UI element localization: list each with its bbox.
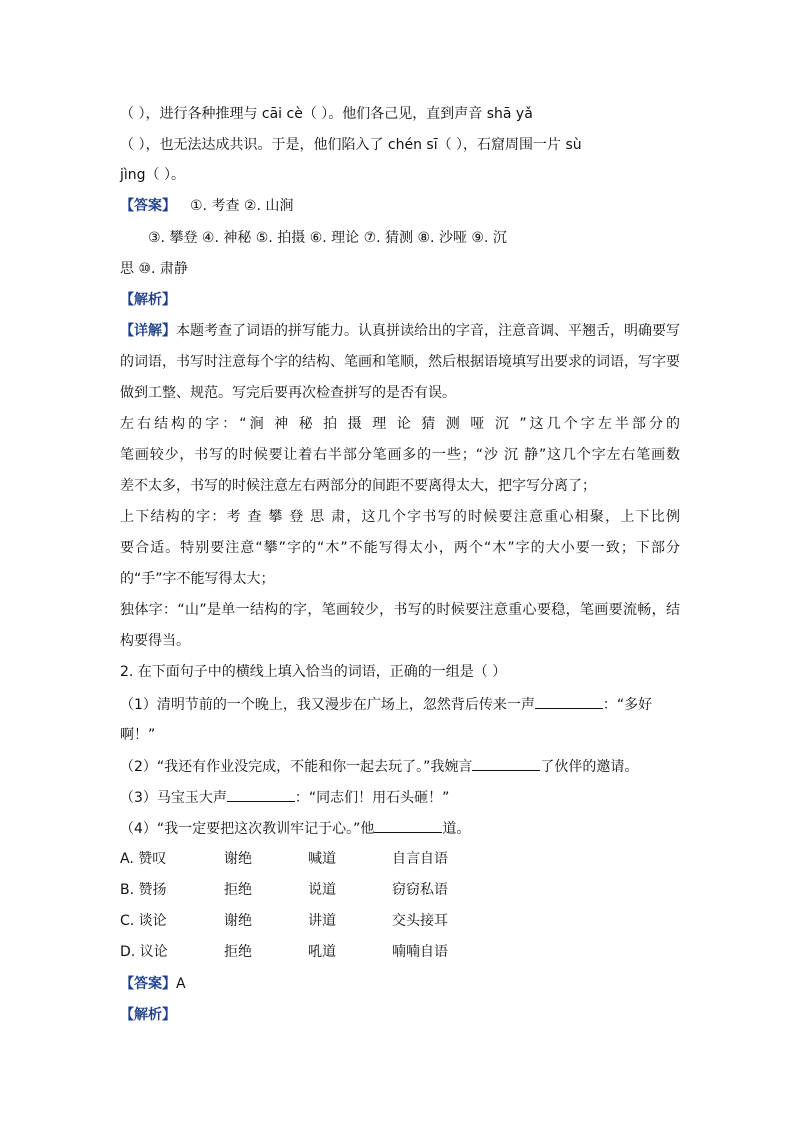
option-row-c: C. 谈论 谢绝 讲道 交头接耳	[120, 913, 448, 929]
option-row-b: B. 赞扬 拒绝 说道 窃窃私语	[120, 882, 448, 898]
analysis-tag: 【解析】	[120, 1007, 176, 1023]
fill-blank	[227, 787, 295, 802]
question-stem: 2. 在下面句子中的横线上填入恰当的词语，正确的一组是（ ）	[120, 664, 507, 680]
answer-tag: 【答案】	[120, 976, 176, 992]
analysis-line: 构要得当。	[120, 633, 190, 649]
analysis-line: 【详解】本题考查了词语的拼写能力。认真拼读给出的字音，注意音调、平翘舌，明确要写	[120, 323, 680, 339]
analysis-line: 差不太多，书写的时候注意左右两部分的间距不要离得太大，把字写分离了；	[120, 478, 596, 494]
analysis-tag: 【解析】	[120, 292, 176, 308]
analysis-line: 上下结构的字：考 查 攀 登 思 肃，这几个字书写的时候要注意重心相聚，上下比例	[120, 509, 680, 525]
answer-tag: 【答案】	[120, 198, 176, 214]
question-sentence: （2）“我还有作业没完成，不能和你一起去玩了。”我婉言 了伙伴的邀请。	[120, 756, 680, 777]
answer-row: ③. 攀登 ④. 神秘 ⑤. 拍摄 ⑥. 理论 ⑦. 猜测 ⑧. 沙哑 ⑨. 沉	[148, 230, 507, 246]
analysis-line: 独体字：“山”是单一结构的字，笔画较少，书写的时候要注意重心要稳，笔画要流畅，结	[120, 602, 680, 618]
prev-question-line: （ ），进行各种推理与 cāi cè（ ）。他们各己见，直到声音 shā yǎ	[120, 106, 533, 122]
question-sentence: （1）清明节前的一个晚上，我又漫步在广场上，忽然背后传来一声 ：“多好	[120, 694, 680, 715]
question-sentence: （4）“我一定要把这次教训牢记于心。”他 道。	[120, 818, 680, 839]
option-row-d: D. 议论 拒绝 吼道 喃喃自语	[120, 944, 448, 960]
prev-question-line: （ ），也无法达成共识。于是，他们陷入了 chén sī（ ），石窟周围一片 sù	[120, 137, 582, 153]
answer-row: 思 ⑩. 肃静	[120, 261, 188, 277]
answer-row	[120, 196, 680, 216]
question-sentence: 啊！”	[120, 727, 156, 743]
answer-value: A	[176, 976, 186, 992]
analysis-line: 笔画较少，书写的时候要让着右半部分笔画多的一些；“沙 沉 静”这几个字左右笔画数	[120, 447, 680, 463]
fill-blank	[472, 756, 540, 771]
analysis-line: 要合适。特别要注意“攀”字的“木”不能写得太小，两个“木”字的大小要一致；下部分	[120, 540, 680, 556]
analysis-line: 左右结构的字：“涧 神 秘 拍 摄 理 论 猜 测 哑 沉 ”这几个字左半部分的	[120, 416, 680, 432]
fill-blank	[535, 694, 603, 709]
fill-blank	[374, 818, 442, 833]
question-sentence: （3）马宝玉大声 ：“同志们！用石头砸！”	[120, 787, 680, 808]
analysis-line: 做到工整、规范。写完后要再次检查拼写的是否有误。	[120, 385, 456, 401]
analysis-line: 的词语，书写时注意每个字的结构、笔画和笔顺，然后根据语境填写出要求的词语，写字要	[120, 354, 680, 370]
analysis-line: 的“手”字不能写得太大；	[120, 571, 275, 587]
option-row-a: A. 赞叹 谢绝 喊道 自言自语	[120, 851, 448, 867]
prev-question-line: jìng（ ）。	[120, 167, 185, 183]
detail-tag: 【详解】	[120, 323, 176, 339]
answer-row	[120, 974, 680, 994]
answer-text: ①. 考查 ②. 山涧	[190, 198, 294, 214]
